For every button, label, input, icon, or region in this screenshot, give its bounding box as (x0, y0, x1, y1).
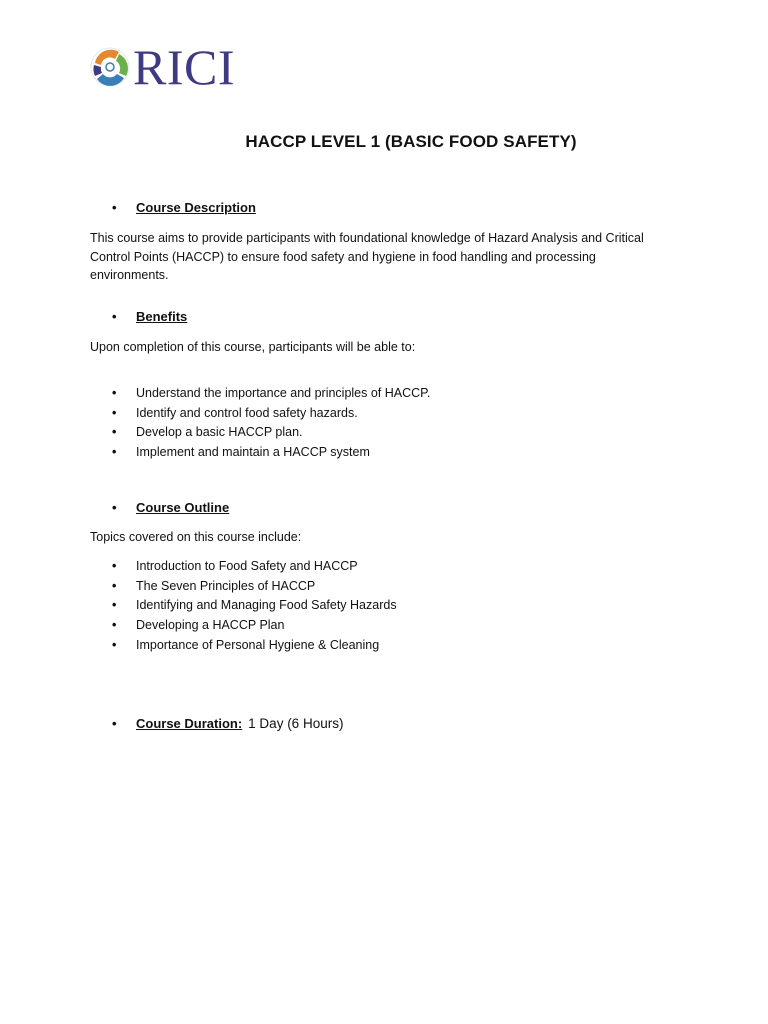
course-duration-heading (112, 716, 343, 731)
course-outline-intro: Topics covered on this course include: (90, 530, 302, 544)
list-item-text: Implement and maintain a HACCP system (136, 445, 370, 460)
list-item (112, 406, 430, 426)
list-item-text: Importance of Personal Hygiene & Cleaning (136, 637, 380, 652)
bullet: • (112, 618, 117, 633)
benefits-list (112, 386, 430, 465)
bullet: • (112, 200, 117, 215)
list-item-text: Identify and control food safety hazards. (136, 405, 358, 420)
list-item (112, 638, 397, 658)
list-item (112, 579, 397, 599)
bullet: • (112, 425, 117, 440)
logo-mark-icon (89, 46, 131, 88)
list-item-text: Develop a basic HACCP plan. (136, 425, 303, 440)
list-item-text: Developing a HACCP Plan (136, 618, 285, 633)
list-item-text: The Seven Principles of HACCP (136, 578, 316, 593)
list-item (112, 445, 430, 465)
benefits-heading (112, 309, 187, 324)
list-item (112, 425, 430, 445)
list-item (112, 386, 430, 406)
bullet: • (112, 559, 117, 573)
benefits-intro: Upon completion of this course, participants will be able to: (90, 340, 416, 354)
course-description-heading (112, 200, 256, 215)
page-title: HACCP LEVEL 1 (BASIC FOOD SAFETY) (245, 132, 577, 151)
bullet: • (112, 716, 117, 731)
course-duration-label: Course Duration: (136, 716, 243, 731)
bullet: • (112, 598, 117, 613)
bullet: • (112, 500, 117, 515)
course-description-text: This course aims to provide participants with foundational knowledge of Hazard Analysis and Critical Control Points (HACCP) to ensure food safety and hygiene in food handling and processing environments. (90, 231, 644, 282)
course-outline-heading (112, 500, 229, 515)
bullet: • (112, 386, 117, 400)
course-duration-value: 1 Day (6 Hours) (248, 716, 344, 731)
course-outline-label: Course Outline (136, 500, 230, 515)
course-outline-list (112, 559, 397, 657)
list-item-text: Understand the importance and principles of HACCP. (136, 386, 431, 400)
bullet: • (112, 578, 117, 593)
list-item (112, 559, 397, 579)
bullet: • (112, 405, 117, 420)
bullet: • (112, 309, 117, 324)
list-item-text: Introduction to Food Safety and HACCP (136, 559, 358, 573)
list-item (112, 618, 397, 638)
company-logo (89, 39, 235, 95)
list-item (112, 598, 397, 618)
benefits-label: Benefits (136, 309, 188, 324)
list-item-text: Identifying and Managing Food Safety Hazards (136, 598, 397, 613)
bullet: • (112, 445, 117, 460)
logo-text: RICI (133, 39, 235, 95)
bullet: • (112, 637, 117, 652)
course-description-label: Course Description (136, 200, 256, 215)
